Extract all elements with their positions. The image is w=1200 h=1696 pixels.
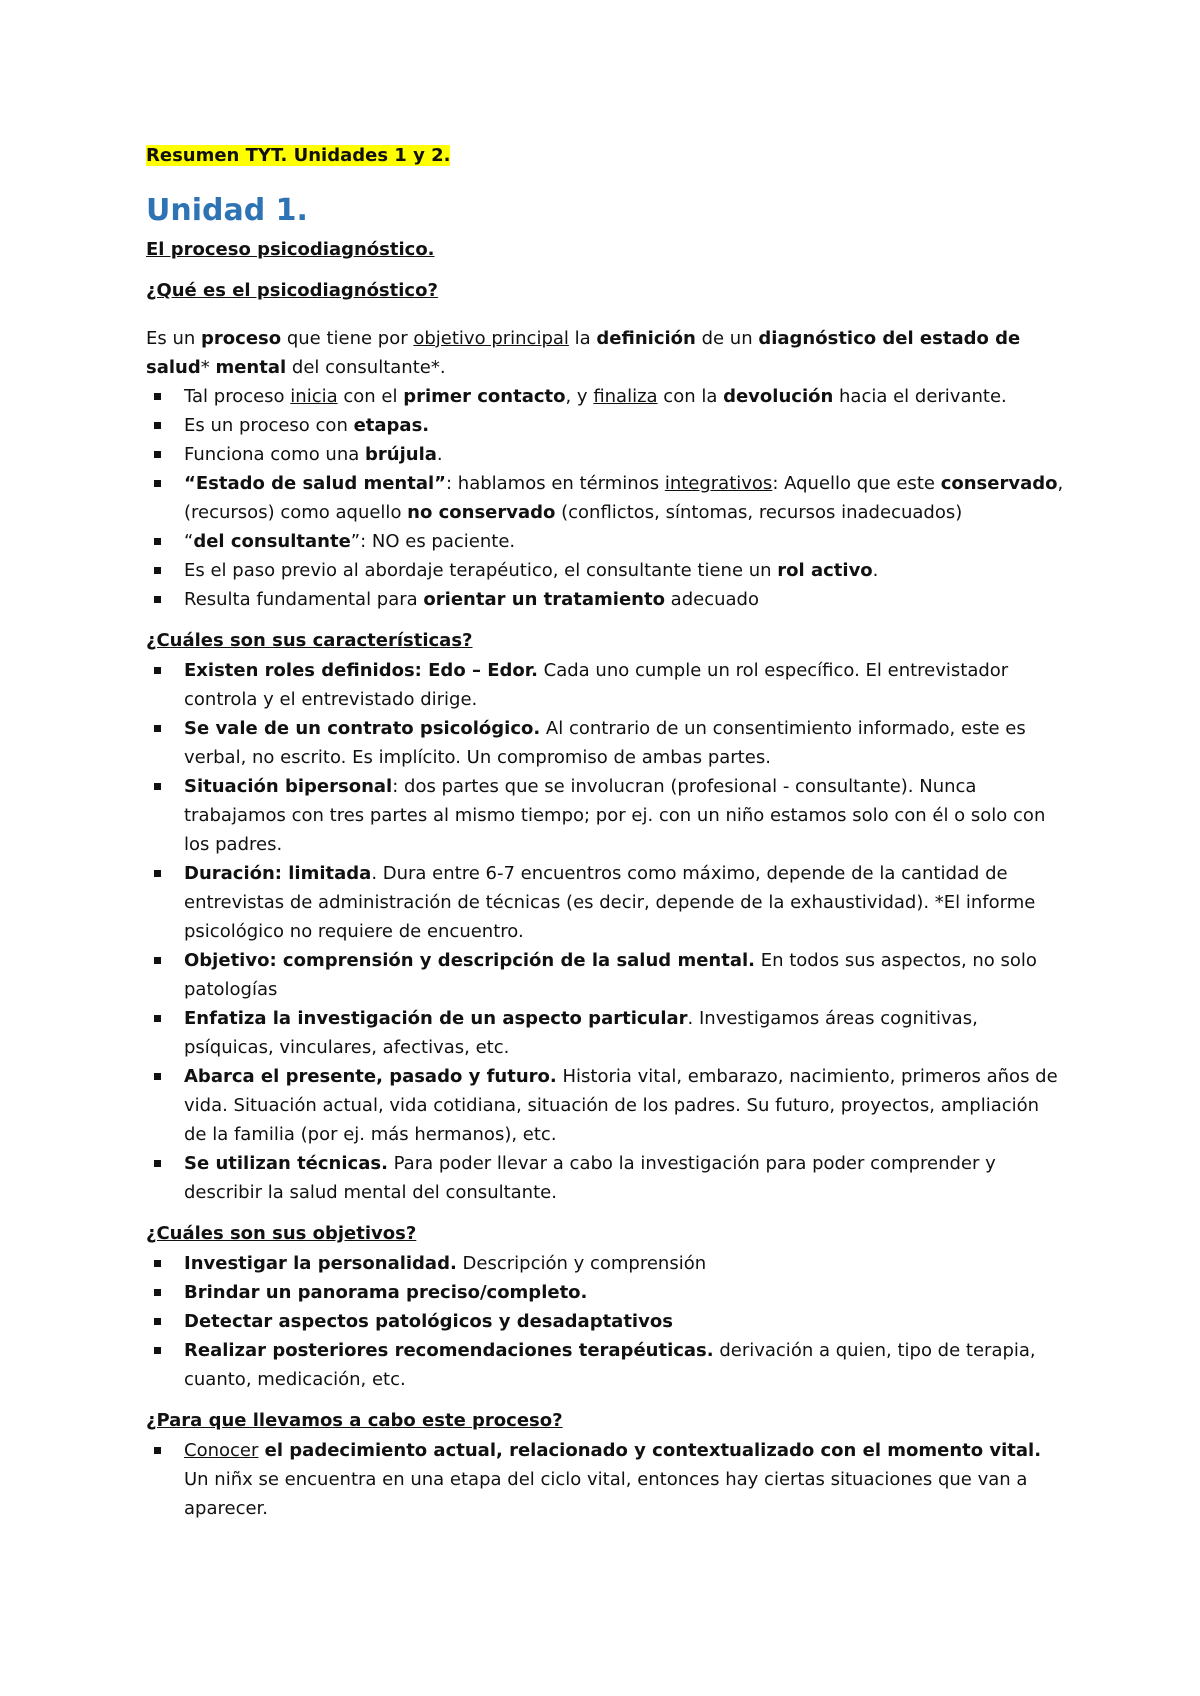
section-title: El proceso psicodiagnóstico. [146, 239, 435, 260]
list-item [146, 1336, 1066, 1394]
list-item [146, 1062, 1066, 1149]
text-run: Un niñx se encuentra en una etapa del ciclo vital, entonces hay ciertas situaciones que van a aparecer. [184, 1469, 1028, 1519]
question-objectives: ¿Cuáles son sus objetivos? [146, 1223, 417, 1244]
text-run: Tal proceso [184, 386, 291, 407]
bullet-list [146, 382, 1066, 614]
document-content [146, 140, 1066, 1523]
bold-text: rol activo [777, 560, 873, 581]
bold-text: mental [215, 357, 287, 378]
text-run: * [200, 357, 216, 378]
document-title [146, 140, 1066, 172]
square-bullet-icon [154, 1160, 161, 1167]
text-run: la [568, 328, 597, 349]
text-run: Es un proceso con [184, 415, 354, 436]
list-item [146, 527, 1066, 556]
text-run: hacia el derivante. [833, 386, 1007, 407]
text-run: del consultante*. [286, 357, 446, 378]
bold-text: diagnóstico del estado de salud [146, 328, 1021, 378]
text-run: Historia vital, embarazo, nacimiento, primeros años de vida. Situación actual, vida cotidiana, situación de los padres. Su futuro, proyectos, ampliación de la familia (por ej. más hermanos), etc. [184, 1066, 1058, 1145]
text-run: . Investigamos áreas cognitivas, psíquicas, vinculares, afectivas, etc. [184, 1008, 978, 1058]
text-run: (conflictos, síntomas, recursos inadecuados) [555, 502, 963, 523]
list-item [146, 469, 1066, 527]
square-bullet-icon [154, 1015, 161, 1022]
text-run: Resulta fundamental para [184, 589, 424, 610]
list-item [146, 859, 1066, 946]
square-bullet-icon [154, 1260, 161, 1267]
square-bullet-icon [154, 957, 161, 964]
text-run: Es el paso previo al abordaje terapéutico, el consultante tiene un [184, 560, 778, 581]
list-item [146, 1149, 1066, 1207]
list-item [146, 1278, 1066, 1307]
text-run: derivación a quien, tipo de terapia, cuanto, medicación, etc. [184, 1340, 1036, 1390]
bold-text: Se vale de un contrato psicológico. [184, 718, 541, 739]
intro-paragraph [146, 306, 1066, 382]
bold-text: Brindar un panorama preciso/completo. [184, 1282, 588, 1303]
list-item [146, 656, 1066, 714]
bold-text: Enfatiza la investigación de un aspecto particular [184, 1008, 688, 1029]
text-run: En todos sus aspectos, no solo patologías [184, 950, 1037, 1000]
text-run: . [436, 444, 443, 465]
list-item [146, 1004, 1066, 1062]
question-what-is: ¿Qué es el psicodiagnóstico? [146, 280, 438, 301]
text-run: , (recursos) como aquello [184, 473, 1064, 523]
square-bullet-icon [154, 596, 161, 603]
highlighted-title: Resumen TYT. Unidades 1 y 2. [146, 145, 451, 166]
text-run: “ [184, 531, 194, 552]
bold-text: Detectar aspectos patológicos y desadaptativos [184, 1311, 673, 1332]
bold-text: Situación bipersonal [184, 776, 393, 797]
bold-text: Se utilizan técnicas. [184, 1153, 388, 1174]
text-run: ”: NO es paciente. [350, 531, 516, 552]
square-bullet-icon [154, 422, 161, 429]
bold-text: brújula [365, 444, 437, 465]
underlined-text: Conocer [184, 1440, 259, 1461]
text-run: : dos partes que se involucran (profesional - consultante). Nunca trabajamos con tres partes al mismo tiempo; por ej. con un niño estamos solo con él o solo con los padres. [184, 776, 1046, 855]
bold-text: del consultante [193, 531, 351, 552]
list-item [146, 1307, 1066, 1336]
list-item [146, 1436, 1066, 1523]
underlined-text: integrativos [664, 473, 773, 494]
list-item [146, 585, 1066, 614]
text-run: : hablamos en términos [446, 473, 665, 494]
bold-text: Objetivo: comprensión y descripción de la salud mental. [184, 950, 755, 971]
bold-text: primer contacto [403, 386, 566, 407]
list-item [146, 556, 1066, 585]
bold-text: Abarca el presente, pasado y futuro. [184, 1066, 557, 1087]
list-item [146, 714, 1066, 772]
square-bullet-icon [154, 1073, 161, 1080]
bold-text: Existen roles definidos: Edo – Edor. [184, 660, 538, 681]
text-run: , y [565, 386, 594, 407]
list-item [146, 1249, 1066, 1278]
text-run: . [872, 560, 879, 581]
text-run: con el [337, 386, 404, 407]
text-run: Descripción y comprensión [456, 1253, 707, 1274]
bold-text: conservado [940, 473, 1058, 494]
bold-text: etapas. [353, 415, 430, 436]
bold-text: devolución [723, 386, 834, 407]
bold-text: “Estado de salud mental” [184, 473, 446, 494]
underlined-text: inicia [290, 386, 338, 407]
bold-text: orientar un tratamiento [423, 589, 665, 610]
text-run: que tiene por [281, 328, 414, 349]
unit-heading: Unidad 1. [146, 193, 308, 228]
list-item [146, 382, 1066, 411]
bullet-list [146, 1436, 1066, 1523]
bold-text: no conservado [407, 502, 556, 523]
text-run: Al contrario de un consentimiento informado, este es verbal, no escrito. Es implícito. Un compromiso de ambas partes. [184, 718, 1026, 768]
square-bullet-icon [154, 567, 161, 574]
square-bullet-icon [154, 393, 161, 400]
text-run: con la [657, 386, 724, 407]
square-bullet-icon [154, 1447, 161, 1454]
bold-text: Duración: limitada [184, 863, 372, 884]
text-run: Es un [146, 328, 202, 349]
text-run: adecuado [664, 589, 759, 610]
text-run: : Aquello que este [772, 473, 941, 494]
text-run: Cada uno cumple un rol específico. El entrevistador controla y el entrevistado dirige. [184, 660, 1009, 710]
list-item [146, 440, 1066, 469]
bold-text: Investigar la personalidad. [184, 1253, 457, 1274]
square-bullet-icon [154, 783, 161, 790]
underlined-text: objetivo principal [413, 328, 569, 349]
square-bullet-icon [154, 480, 161, 487]
bullet-list [146, 1249, 1066, 1394]
list-item [146, 772, 1066, 859]
square-bullet-icon [154, 451, 161, 458]
bullet-list [146, 656, 1066, 1207]
text-run: . Dura entre 6-7 encuentros como máximo, depende de la cantidad de entrevistas de administración de técnicas (es decir, depende de la exhaustividad). *El informe psicológico no requiere de encuentro. [184, 863, 1036, 942]
bold-text: proceso [201, 328, 282, 349]
square-bullet-icon [154, 725, 161, 732]
square-bullet-icon [154, 667, 161, 674]
square-bullet-icon [154, 1289, 161, 1296]
text-run: Para poder llevar a cabo la investigación para poder comprender y describir la salud mental del consultante. [184, 1153, 996, 1203]
list-item [146, 411, 1066, 440]
square-bullet-icon [154, 538, 161, 545]
list-item [146, 946, 1066, 1004]
question-purpose: ¿Para que llevamos a cabo este proceso? [146, 1410, 563, 1431]
bold-text: definición [596, 328, 696, 349]
square-bullet-icon [154, 1347, 161, 1354]
text-run: de un [695, 328, 759, 349]
square-bullet-icon [154, 870, 161, 877]
text-run: Funciona como una [184, 444, 366, 465]
bold-text: el padecimiento actual, relacionado y contextualizado con el momento vital. [258, 1440, 1042, 1461]
square-bullet-icon [154, 1318, 161, 1325]
bold-text: Realizar posteriores recomendaciones terapéuticas. [184, 1340, 714, 1361]
question-characteristics: ¿Cuáles son sus características? [146, 630, 473, 651]
underlined-text: finaliza [593, 386, 658, 407]
